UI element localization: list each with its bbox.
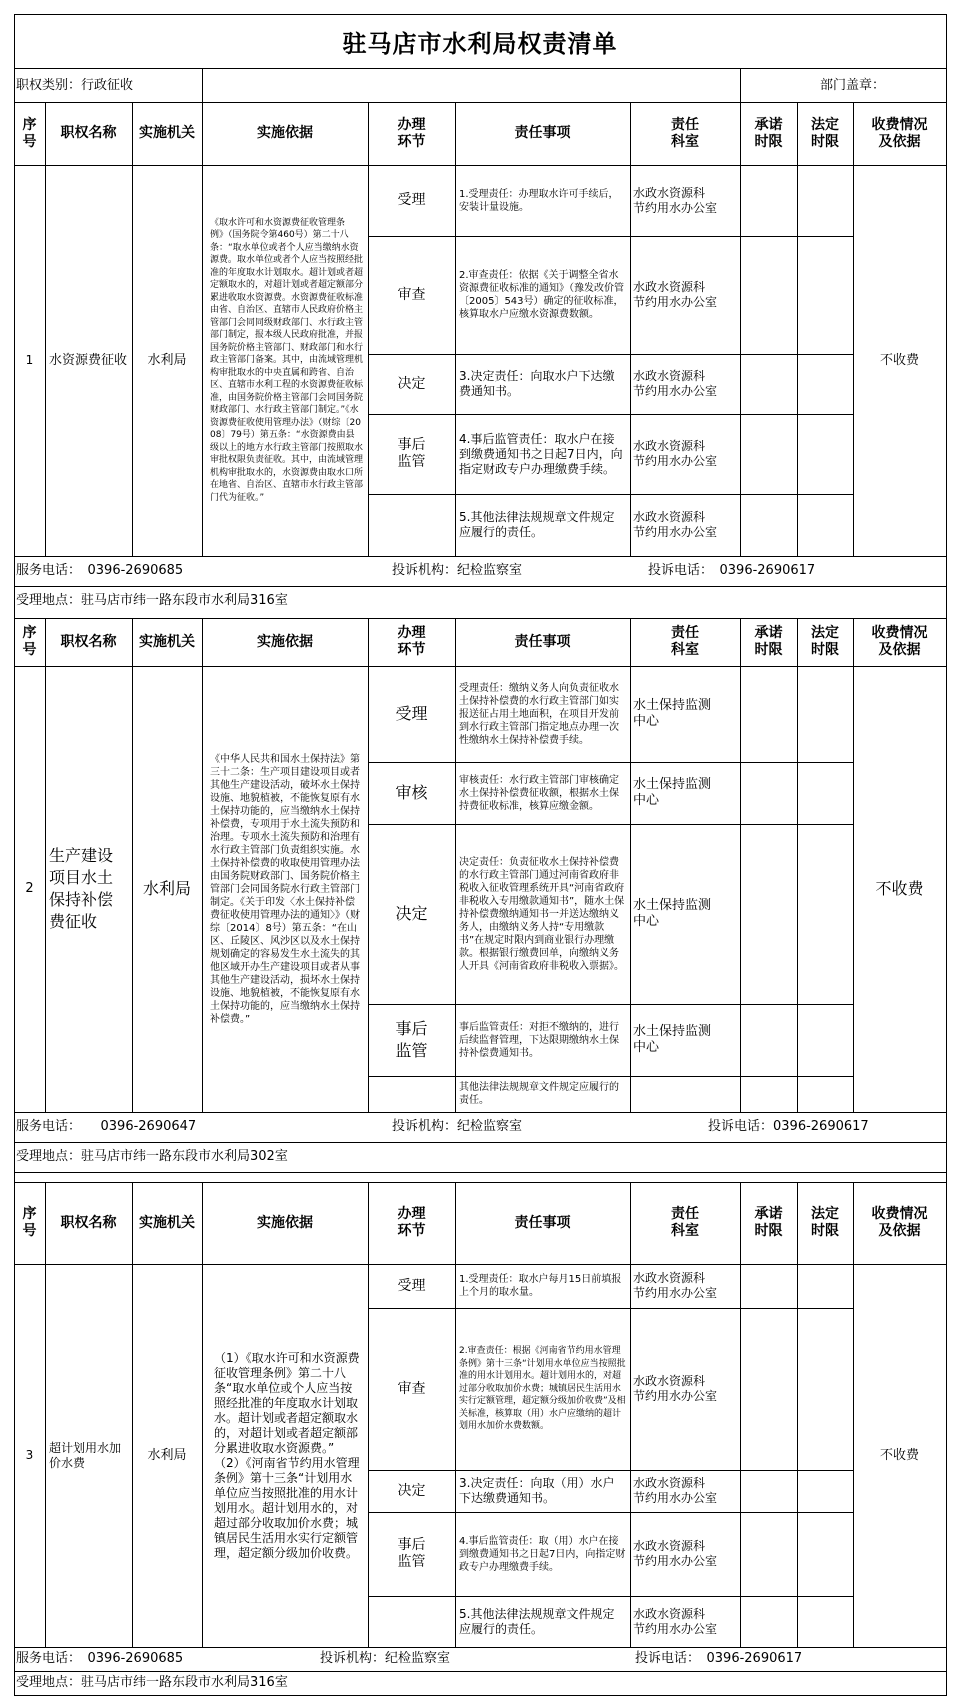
responsible-dept: 水政水资源科 节约用水办公室 xyxy=(633,1374,718,1403)
grid-line xyxy=(797,1182,798,1647)
grid-line xyxy=(740,1182,741,1647)
grid-line xyxy=(14,1112,947,1113)
service-address: 受理地点：驻马店市纬一路东段市水利局316室 xyxy=(16,1675,288,1690)
grid-line xyxy=(853,102,854,556)
header-org: 实施机关 xyxy=(139,1214,195,1231)
header-basis: 实施依据 xyxy=(257,125,313,141)
row-seq: 3 xyxy=(25,1448,34,1462)
header-duty: 责任事项 xyxy=(514,1214,571,1231)
implementing-agency: 水利局 xyxy=(147,1447,187,1463)
responsible-dept: 水政水资源科 节约用水办公室 xyxy=(633,510,718,539)
duty-item: 决定责任：负责征收水土保持补偿费的水行政主管部门通过河南省政府非税收入征收管理系统开具“河南省政府非税收入专用缴款通知书”，随水土保持补偿费缴纳通知书一并送达缴纳义务人，由缴纳义务人持“专用缴款书”在规定时限内到商业银行办理缴款。根据银行缴费回单，向缴纳义务人开具《河南省政府非税收入票据》。 xyxy=(459,856,625,972)
responsible-dept: 水土保持监测 中心 xyxy=(633,698,712,729)
responsible-dept: 水政水资源科 节约用水办公室 xyxy=(633,439,718,468)
header-name: 职权名称 xyxy=(60,633,117,650)
duty-item: 受理责任：缴纳义务人向负责征收水土保持补偿费的水行政主管部门如实报送征占用土地面积，在项目开发前到水行政主管部门指定地点办理一次性缴纳水土保持补偿费手续。 xyxy=(459,682,619,746)
stage-label: 受理 xyxy=(397,1277,426,1294)
header-name: 职权名称 xyxy=(60,1214,117,1231)
stage-label: 审核 xyxy=(395,783,428,802)
grid-line xyxy=(14,618,947,619)
header-dept: 责任 科室 xyxy=(671,1206,699,1239)
table-border xyxy=(14,14,947,15)
grid-line xyxy=(368,1308,853,1309)
header-seq: 序 号 xyxy=(22,1206,37,1239)
header-dept: 责任 科室 xyxy=(671,625,699,658)
responsible-dept: 水土保持监测 中心 xyxy=(633,1024,712,1055)
header-basis: 实施依据 xyxy=(257,633,313,650)
grid-line xyxy=(202,68,203,102)
grid-line xyxy=(202,1182,203,1647)
header-name: 职权名称 xyxy=(60,125,117,141)
header-legal: 法定 时限 xyxy=(811,116,839,150)
table-border xyxy=(14,68,947,69)
duty-item: 其他法律法规规章文件规定应履行的责任。 xyxy=(459,1082,619,1106)
service-phone: 服务电话： 0396-2690647 xyxy=(16,1119,197,1134)
grid-line xyxy=(14,1264,947,1265)
header-promise: 承诺 时限 xyxy=(754,625,783,658)
grid-line xyxy=(368,1596,853,1597)
grid-line xyxy=(45,618,46,1112)
grid-line xyxy=(853,618,854,1112)
grid-line xyxy=(740,102,741,556)
grid-line xyxy=(14,666,947,667)
header-org: 实施机关 xyxy=(139,125,195,141)
page-title: 驻马店市水利局权责清单 xyxy=(342,29,618,58)
table-border xyxy=(14,1695,947,1696)
grid-line xyxy=(368,762,853,763)
fee-info: 不收费 xyxy=(875,879,924,898)
grid-line xyxy=(368,1076,853,1077)
complaint-agency: 投诉机构：纪检监察室 xyxy=(392,1119,523,1134)
header-seq: 序 号 xyxy=(22,625,37,658)
complaint-phone: 投诉电话：0396-2690617 xyxy=(708,1119,869,1134)
implementing-agency: 水利局 xyxy=(142,879,191,898)
grid-line xyxy=(630,102,631,556)
header-duty: 责任事项 xyxy=(514,633,571,650)
duty-item: 事后监管责任：对拒不缴纳的，进行后续监督管理，下达限期缴纳水土保持补偿费通知书。 xyxy=(459,1021,619,1059)
stage-label: 决定 xyxy=(397,375,426,392)
duty-item: 2.审查责任：依据《关于调整全省水资源费征收标准的通知》（豫发改价管〔2005〕543号）确定的征收标准，核算取水户应缴水资源费数额。 xyxy=(459,270,624,320)
header-stage: 办理 环节 xyxy=(397,1206,426,1239)
grid-line xyxy=(368,1512,853,1513)
grid-line xyxy=(368,354,853,355)
header-promise: 承诺 时限 xyxy=(754,116,783,150)
stage-label: 决定 xyxy=(397,1482,426,1499)
grid-line xyxy=(132,618,133,1112)
grid-line xyxy=(368,236,853,237)
stage-label: 事后 监管 xyxy=(395,1019,428,1060)
duty-item: 5.其他法律法规规章文件规定应履行的责任。 xyxy=(459,510,615,539)
header-legal: 法定 时限 xyxy=(811,1206,839,1239)
row-seq: 2 xyxy=(25,881,34,896)
header-fee: 收费情况 及依据 xyxy=(871,625,928,658)
stage-label: 事后 监管 xyxy=(397,437,426,470)
complaint-agency: 投诉机构：纪检监察室 xyxy=(320,1651,451,1666)
implementing-agency: 水利局 xyxy=(147,352,187,368)
grid-line xyxy=(132,102,133,556)
grid-line xyxy=(368,618,369,1112)
grid-line xyxy=(14,1671,947,1672)
grid-line xyxy=(630,1182,631,1647)
table-border xyxy=(946,14,947,1696)
grid-line xyxy=(368,824,853,825)
grid-line xyxy=(853,1182,854,1647)
complaint-phone: 投诉电话： 0396-2690617 xyxy=(648,563,816,578)
header-promise: 承诺 时限 xyxy=(754,1206,783,1239)
responsible-dept: 水政水资源科 节约用水办公室 xyxy=(633,1271,718,1300)
power-name: 水资源费征收 xyxy=(49,352,128,368)
grid-line xyxy=(740,618,741,1112)
header-stage: 办理 环节 xyxy=(397,625,426,658)
legal-basis: （1）《取水许可和水资源费征收管理条例》第二十八条“取水单位或个人应当按照经批准的年度取水计划取水。超计划或者超定额取水的，对超计划或者超定额部分累进收取水资源费。” （2）《河南省节约用水管理条例》第十三条“计划用水单位应当按照批准的用水计划用水。超计划用水的，对超过部分收取加价水费；城镇居民生活用水实行定额管理，超定额分级加价收费。 xyxy=(214,1350,360,1560)
fee-info: 不收费 xyxy=(879,1447,919,1463)
grid-line xyxy=(14,586,947,587)
header-duty: 责任事项 xyxy=(514,125,571,141)
grid-line xyxy=(368,102,369,556)
duty-item: 3.决定责任：向取水户下达缴费通知书。 xyxy=(459,369,615,398)
grid-line xyxy=(132,1182,133,1647)
grid-line xyxy=(368,494,853,495)
duty-item: 2.审查责任：根据《河南省节约用水管理条例》第十三条“计划用水单位应当按照批准的用水计划用水。超计划用水的，对超过部分收取加价水费；城镇居民生活用水实行定额管理，超定额分级加价收费”及相关标准，核算取（用）水户应缴纳的超计划用水加价水费数额。 xyxy=(459,1346,626,1432)
service-phone: 服务电话： 0396-2690685 xyxy=(16,563,184,578)
grid-line xyxy=(14,1647,947,1648)
power-name: 生产建设项目水土保持补偿费征收 xyxy=(49,846,114,931)
fee-info: 不收费 xyxy=(879,352,919,368)
grid-line xyxy=(797,102,798,556)
grid-line xyxy=(45,1182,46,1647)
category-label: 职权类别：行政征收 xyxy=(16,78,134,93)
duty-item: 4.事后监管责任：取（用）水户在接到缴费通知书之日起7日内，向指定财政专户办理缴费手续。 xyxy=(459,1535,626,1573)
header-org: 实施机关 xyxy=(139,633,195,650)
responsible-dept: 水政水资源科 节约用水办公室 xyxy=(633,1606,718,1636)
service-phone: 服务电话： 0396-2690685 xyxy=(16,1651,184,1666)
grid-line xyxy=(45,102,46,556)
grid-line xyxy=(455,1182,456,1647)
complaint-phone: 投诉电话： 0396-2690617 xyxy=(635,1651,803,1666)
grid-line xyxy=(630,618,631,1112)
duty-item: 审核责任：水行政主管部门审核确定水土保持补偿费征收额，根据水土保持费征收标准，核算应缴金额。 xyxy=(459,774,619,812)
grid-line xyxy=(202,618,203,1112)
grid-line xyxy=(14,1172,947,1173)
grid-line xyxy=(14,1182,947,1183)
legal-basis: 《中华人民共和国水土保持法》第三十二条：生产项目建设项目或者其他生产建设活动，破坏水土保持设施、地貌植被，不能恢复原有水土保持功能的，应当缴纳水土保持补偿费，专项用于水土流失预防和治理。专项水土流失预防和治理有水行政主管部门负责组织实施。水土保持补偿费的收取使用管理办法由国务院财政部门、国务院价格主管部门会同国务院水行政主管部门制定。《关于印发〈水土保持补偿费征收使用管理办法的通知〉》（财综〔2014〕8号）第五条：“在山区、丘陵区、风沙区以及水土保持规划确定的容易发生水土流失的其他区域开办生产建设项目或者从事其他生产建设活动，损坏水土保持设施、地貌植被，不能恢复原有水土保持功能的，应当缴纳水土保持补偿费。” xyxy=(210,753,360,1025)
seal-label: 部门盖章： xyxy=(820,78,886,93)
row-seq: 1 xyxy=(25,353,34,367)
complaint-agency: 投诉机构：纪检监察室 xyxy=(392,563,523,578)
grid-line xyxy=(455,618,456,1112)
legal-basis: 《取水许可和水资源费征收管理条例》（国务院令第460号）第二十八条：“取水单位或者个人应当缴纳水资源费。取水单位或者个人应当按照经批准的年度取水计划取水。超计划或者超定额取水的，对超计划或者超定额部分累进收取水资源费。水资源费征收标准由省、自治区、直辖市人民政府价格主管部门会同同级财政部门、水行政主管部门制定，报本级人民政府批准，并报国务院价格主管部门、财政部门和水行政主管部门备案。其中，由流域管理机构审批取水的中央直属和跨省、自治区、直辖市水利工程的水资源费征收标准，由国务院价格主管部门会同国务院财政部门、水行政主管部门制定。”《水资源费征收使用管理办法》（财综〔2008〕79号）第五条：“水资源费由县级以上的地方水行政主管部门按照取水审批权限负责征收。其中，由流域管理机构审批取水的，水资源费由取水口所在地省、自治区、直辖市水行政主管部门代为征收。” xyxy=(210,217,364,503)
grid-line xyxy=(797,618,798,1112)
duty-item: 5.其他法律法规规章文件规定应履行的责任。 xyxy=(459,1606,615,1636)
responsible-dept: 水土保持监测 中心 xyxy=(633,777,712,808)
responsible-dept: 水政水资源科 节约用水办公室 xyxy=(633,185,718,215)
grid-line xyxy=(368,1182,369,1647)
stage-label: 受理 xyxy=(395,704,428,723)
grid-line xyxy=(368,414,853,415)
grid-line xyxy=(368,1470,853,1471)
grid-line xyxy=(202,102,203,556)
service-address: 受理地点：驻马店市纬一路东段市水利局316室 xyxy=(16,593,288,608)
grid-line xyxy=(14,1142,947,1143)
header-seq: 序 号 xyxy=(22,116,37,150)
grid-line xyxy=(368,1004,853,1005)
responsible-dept: 水土保持监测 中心 xyxy=(633,898,712,929)
header-legal: 法定 时限 xyxy=(811,625,839,658)
duty-item: 1.受理责任：办理取水许可手续后，安装计量设施。 xyxy=(459,188,619,213)
grid-line xyxy=(740,68,741,102)
duty-item: 4.事后监管责任：取水户在接到缴费通知书之日起7日内，向指定财政专户办理缴费手续。 xyxy=(459,431,623,476)
header-fee: 收费情况 及依据 xyxy=(871,1206,928,1239)
table-border xyxy=(14,102,947,103)
grid-line xyxy=(14,556,947,557)
stage-label: 审查 xyxy=(397,1380,426,1397)
header-dept: 责任 科室 xyxy=(671,116,699,150)
responsible-dept: 水政水资源科 节约用水办公室 xyxy=(633,369,718,398)
grid-line xyxy=(14,165,947,166)
stage-label: 事后 监管 xyxy=(397,1537,426,1570)
table-border xyxy=(14,14,15,1696)
duty-item: 1.受理责任：取水户每月15日前填报上个月的取水量。 xyxy=(459,1274,622,1298)
header-basis: 实施依据 xyxy=(257,1214,313,1231)
service-address: 受理地点：驻马店市纬一路东段市水利局302室 xyxy=(16,1149,288,1164)
responsible-dept: 水政水资源科 节约用水办公室 xyxy=(633,280,718,309)
power-name: 超计划用水加价水费 xyxy=(49,1440,122,1470)
stage-label: 受理 xyxy=(397,192,426,208)
stage-label: 决定 xyxy=(395,904,428,923)
header-fee: 收费情况 及依据 xyxy=(871,116,928,150)
header-stage: 办理 环节 xyxy=(397,116,426,150)
duty-item: 3.决定责任：向取（用）水户下达缴费通知书。 xyxy=(459,1476,615,1505)
responsible-dept: 水政水资源科 节约用水办公室 xyxy=(633,1539,718,1568)
grid-line xyxy=(455,102,456,556)
responsible-dept: 水政水资源科 节约用水办公室 xyxy=(633,1476,718,1505)
stage-label: 审查 xyxy=(397,286,426,303)
